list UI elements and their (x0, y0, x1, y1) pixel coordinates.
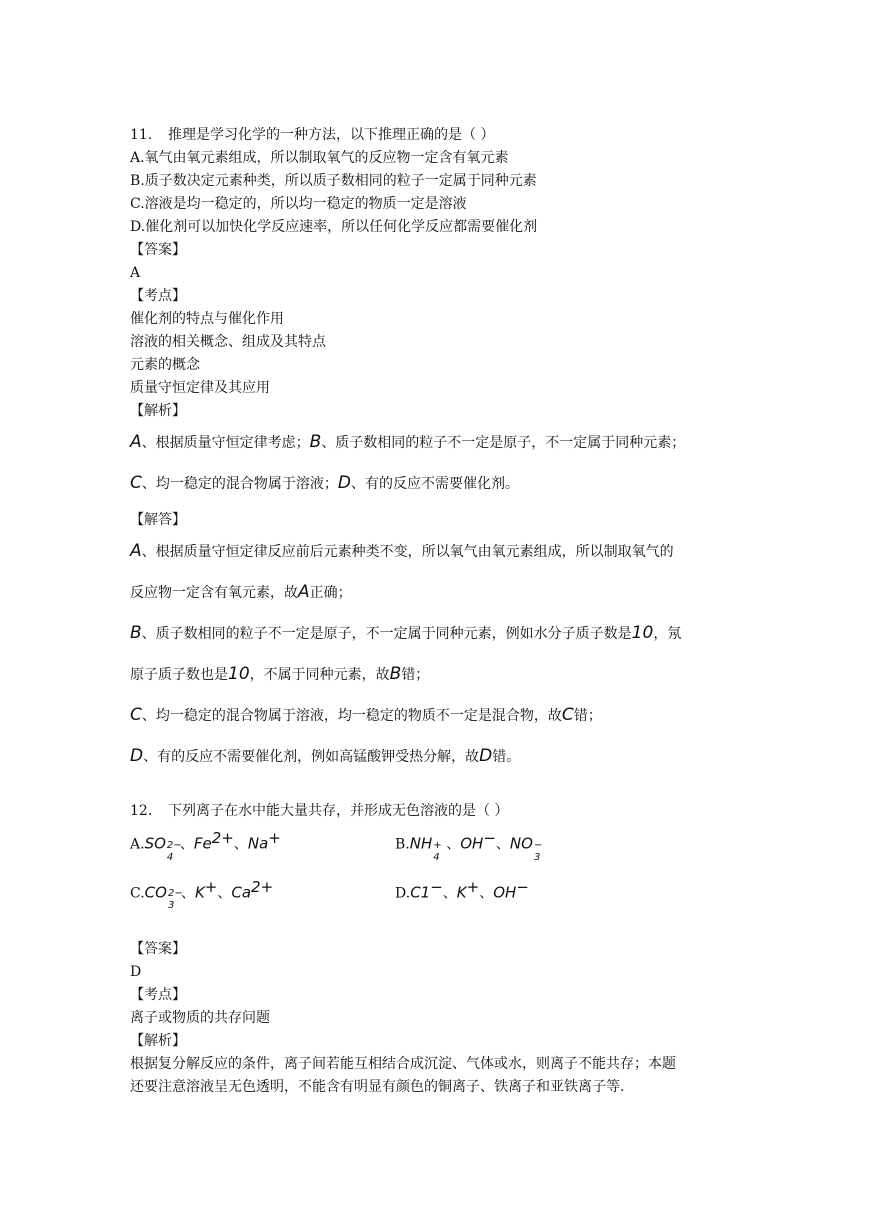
document-page (130, 124, 740, 1099)
q11-kaodian-item: 元素的概念 (130, 357, 200, 373)
q12-option-d: D.C1−、K+、OH− (395, 877, 529, 902)
q12-option-c: C.CO 2− 3 、K+、$Ca^{2+}$ (130, 877, 274, 912)
q12-jiexi-heading: 【解析】 (130, 1033, 186, 1050)
q11-jieda-a-line-1: A、根据质量守恒定律反应前后元素种类不变，所以氧气由氧元素组成，所以制取氧气的 (130, 541, 674, 561)
q11-answer: A (130, 265, 141, 281)
q11-jiexi-line-1: A、根据质量守恒定律考虑；B、质子数相同的粒子不一定是原子，不一定属于同种元素； (130, 432, 686, 452)
q11-kaodian-heading: 【考点】 (130, 288, 186, 304)
q12-jiexi-line-1: 根据复分解反应的条件，离子间若能互相结合成沉淀、气体或水，则离子不能共存；本题 (130, 1056, 676, 1073)
q12-kaodian-heading: 【考点】 (130, 987, 186, 1004)
q11-kaodian-item: 溶液的相关概念、组成及其特点 (130, 334, 326, 350)
q12-option-b: B.NH + 4 、OH−、NO − 3 (395, 829, 543, 863)
q11-jieda-b-line-2: 原子质子数也是10，不属于同种元素，故B错； (130, 664, 430, 684)
q11-option-c: C.溶液是均一稳定的，所以均一稳定的物质一定是溶液 (130, 196, 467, 212)
question-11-stem: 11. 推理是学习化学的一种方法，以下推理正确的是（ ） (130, 127, 495, 143)
q12-answer-heading: 【答案】 (130, 941, 186, 958)
q11-answer-heading: 【答案】 (130, 242, 186, 258)
q11-jieda-heading: 【解答】 (130, 512, 186, 528)
q11-option-a: A.氧气由氧元素组成，所以制取氧气的反应物一定含有氧元素 (130, 150, 509, 166)
q11-jieda-d-line: D、有的反应不需要催化剂，例如高锰酸钾受热分解，故D错。 (130, 746, 521, 766)
q12-options-row-2 (130, 872, 740, 912)
q12-jiexi-line-2: 还要注意溶液呈无色透明，不能含有明显有颜色的铜离子、铁离子和亚铁离子等. (130, 1079, 625, 1096)
q12-option-a: A.SO 2− 4 、$Fe^{2+}$、Na+ (130, 829, 281, 863)
q11-jiexi-line-2: C、均一稳定的混合物属于溶液；D、有的反应不需要催化剂。 (130, 473, 519, 493)
q11-jieda-c-line: C、均一稳定的混合物属于溶液，均一稳定的物质不一定是混合物，故C错； (130, 705, 602, 725)
q11-kaodian-item: 催化剂的特点与催化作用 (130, 311, 284, 327)
q11-jieda-b-line-1: B、质子数相同的粒子不一定是原子，不一定属于同种元素，例如水分子质子数是10，氖 (130, 623, 682, 643)
q12-kaodian: 离子或物质的共存问题 (130, 1010, 270, 1027)
q11-kaodian-item: 质量守恒定律及其应用 (130, 380, 270, 396)
q11-jiexi-heading: 【解析】 (130, 403, 186, 419)
question-12-stem: 12. 下列离子在水中能大量共存，并形成无色溶液的是（ ） (130, 803, 509, 819)
q11-option-d: D.催化剂可以加快化学反应速率，所以任何化学反应都需要催化剂 (130, 219, 538, 235)
q12-answer: D (130, 964, 142, 981)
q11-jieda-a-line-2: 反应物一定含有氧元素，故A正确； (130, 582, 352, 602)
q11-option-b: B.质子数决定元素种类，所以质子数相同的粒子一定属于同种元素 (130, 173, 537, 189)
q12-options-row-1 (130, 823, 740, 863)
